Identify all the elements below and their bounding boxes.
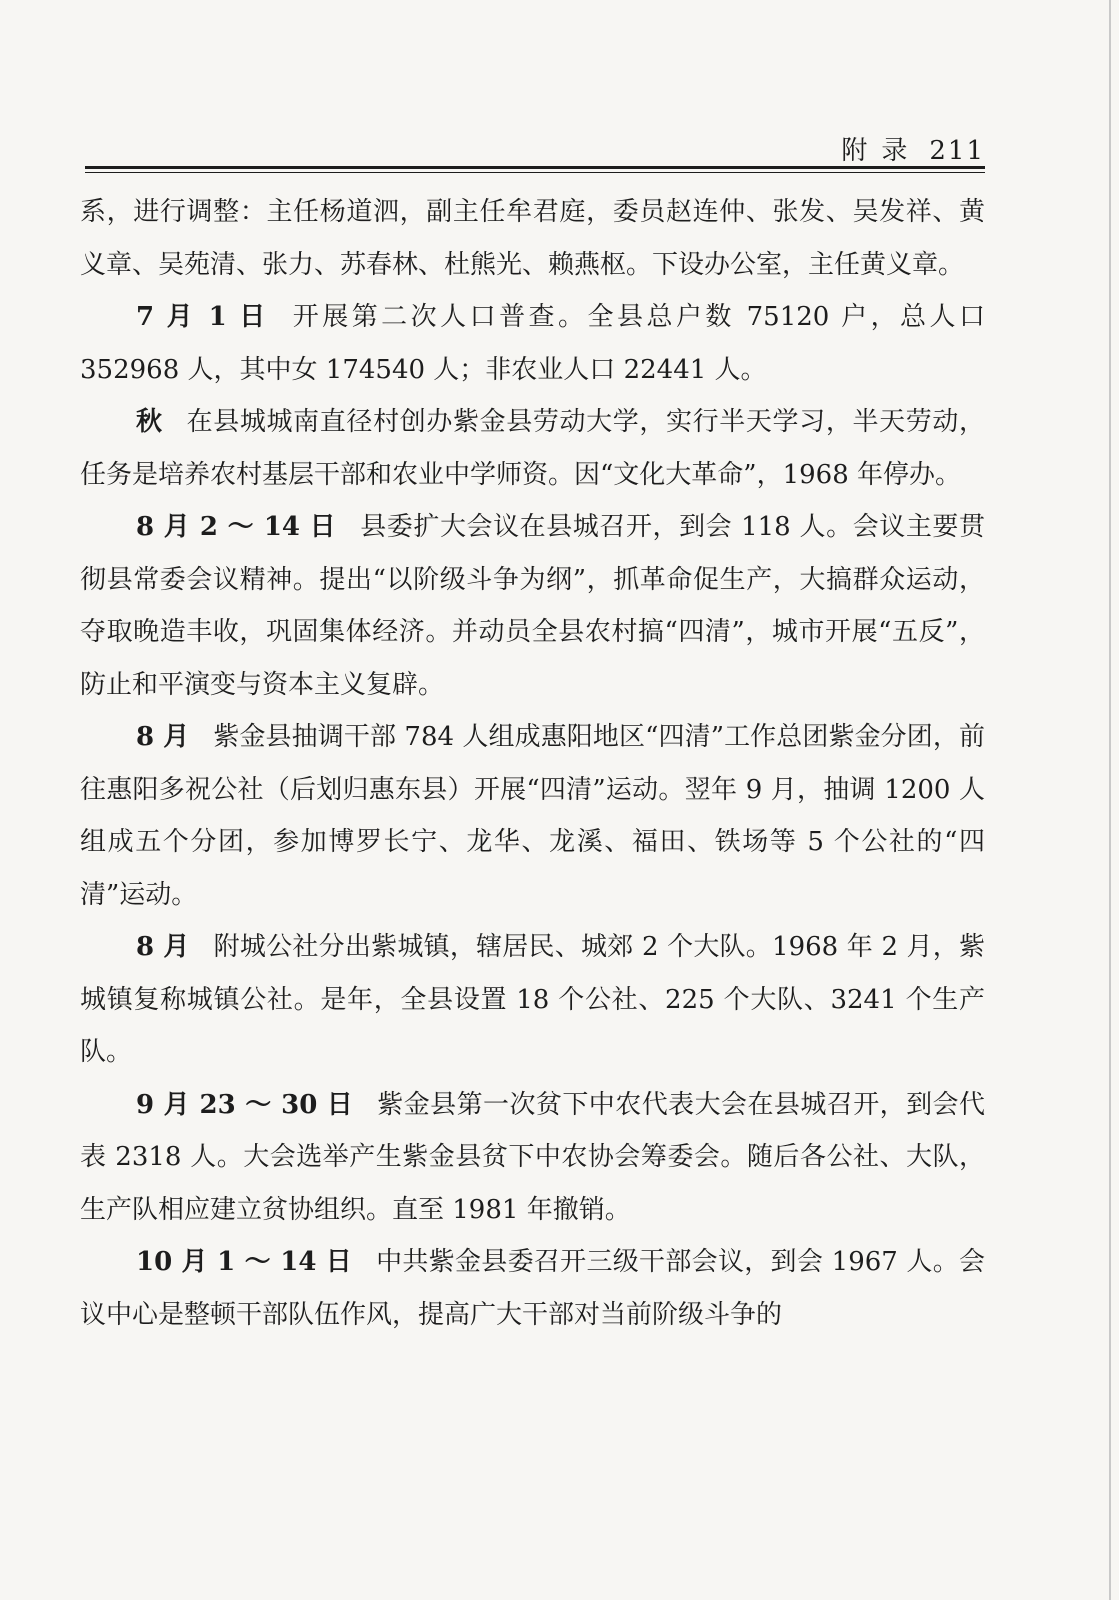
running-header bbox=[85, 130, 985, 166]
header-rule-thin bbox=[85, 172, 985, 173]
entry-paragraph bbox=[80, 291, 985, 396]
entry-date: 7 月 1 日 bbox=[136, 302, 269, 332]
page-body bbox=[80, 186, 985, 1341]
paragraph-text: 系，进行调整：主任杨道泗，副主任牟君庭，委员赵连仲、张发、吴发祥、黄义章、吴苑清、张力、苏春林、杜熊光、赖燕枢。下设办公室，主任黄义章。 bbox=[80, 197, 985, 280]
scan-edge-shadow bbox=[1109, 0, 1111, 1600]
paragraph-continuation bbox=[80, 186, 985, 291]
page-number: 211 bbox=[929, 136, 985, 166]
header-section: 附录 bbox=[841, 136, 922, 166]
entry-text: 县委扩大会议在县城召开，到会 118 人。会议主要贯彻县常委会议精神。提出“以阶级斗争为纲”，抓革命促生产，大搞群众运动，夺取晚造丰收，巩固集体经济。并动员全县农村搞“四清”，城市开展“五反”，防止和平演变与资本主义复辟。 bbox=[80, 512, 986, 700]
entry-date: 10 月 1 ～ 14 日 bbox=[136, 1247, 353, 1277]
entry-date: 9 月 23 ～ 30 日 bbox=[136, 1089, 354, 1120]
entry-text: 紫金县第一次贫下中农代表大会在县城召开，到会代表 2318 人。大会选举产生紫金县贫下中农协会筹委会。随后各公社、大队，生产队相应建立贫协组织。直至 1981 年撤销。 bbox=[80, 1089, 985, 1225]
entry-date: 8 月 bbox=[136, 932, 190, 962]
entry-paragraph bbox=[80, 501, 985, 711]
entry-date: 8 月 bbox=[136, 722, 190, 752]
entry-text: 紫金县抽调干部 784 人组成惠阳地区“四清”工作总团紫金分团，前往惠阳多祝公社（后划归惠东县）开展“四清”运动。翌年 9 月，抽调 1200 人组成五个分团，参加博罗长宁、龙华、龙溪、福田、铁场等 5 个公社的“四清”运动。 bbox=[80, 722, 985, 910]
header-text bbox=[841, 130, 985, 167]
entry-date: 8 月 2 ～ 14 日 bbox=[136, 512, 337, 542]
entry-paragraph bbox=[80, 711, 985, 921]
entry-paragraph bbox=[80, 1079, 985, 1237]
entry-paragraph bbox=[80, 396, 985, 501]
entry-text: 在县城城南直径村创办紫金县劳动大学，实行半天学习，半天劳动，任务是培养农村基层干部和农业中学师资。因“文化大革命”，1968 年停办。 bbox=[80, 407, 985, 490]
entry-text: 开展第二次人口普查。全县总户数 75120 户，总人口 352968 人，其中女 174540 人；非农业人口 22441 人。 bbox=[80, 302, 985, 385]
entry-date: 秋 bbox=[136, 407, 163, 437]
entry-paragraph bbox=[80, 1236, 985, 1341]
entry-text: 中共紫金县委召开三级干部会议，到会 1967 人。会议中心是整顿干部队伍作风，提高广大干部对当前阶级斗争的 bbox=[80, 1247, 986, 1330]
entry-paragraph bbox=[80, 921, 985, 1079]
entry-text: 附城公社分出紫城镇，辖居民、城郊 2 个大队。1968 年 2 月，紫城镇复称城镇公社。是年，全县设置 18 个公社、225 个大队、3241 个生产队。 bbox=[80, 932, 985, 1067]
header-rule-thick bbox=[85, 166, 985, 169]
